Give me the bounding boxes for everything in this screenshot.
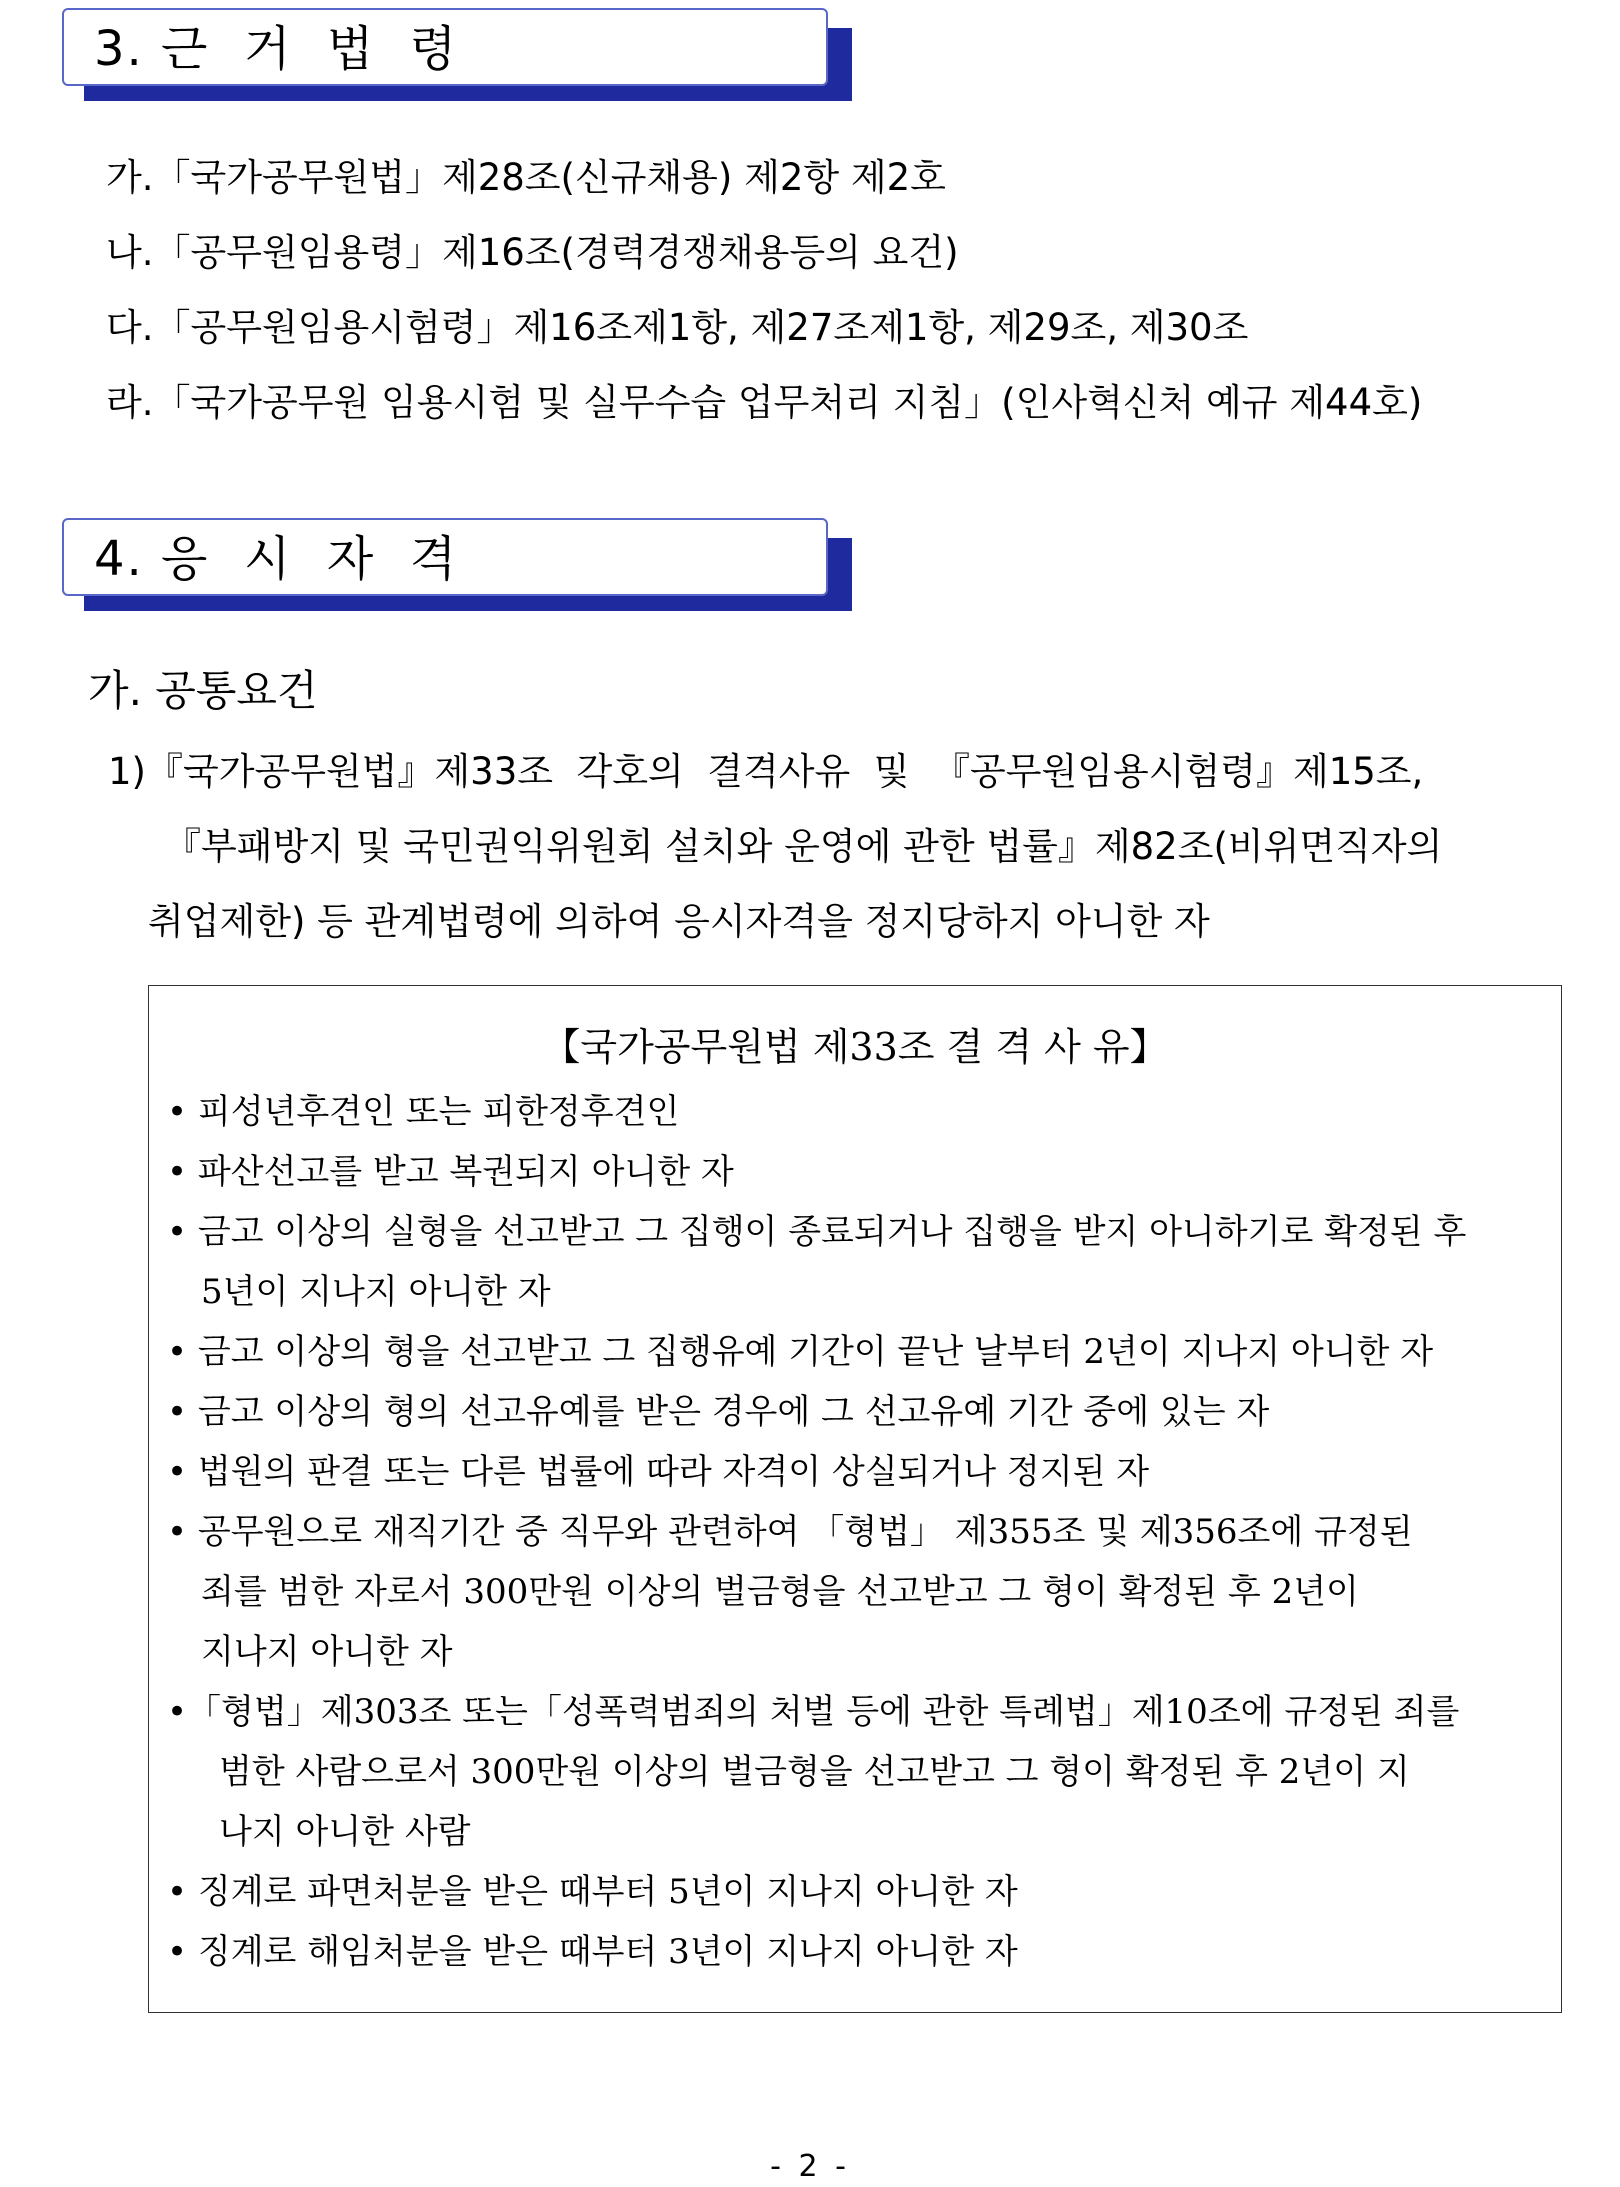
box-line: 5년이 지나지 아니한 자 — [201, 1272, 551, 1312]
page-number: - 2 - — [770, 2149, 850, 2184]
law-item-da: 다.「공무원임용시험령」제16조제1항, 제27조제1항, 제29조, 제30조 — [106, 306, 1249, 349]
box-line: • 피성년후견인 또는 피한정후견인 — [167, 1092, 680, 1132]
law-item-ga: 가.「국가공무원법」제28조(신규채용) 제2항 제2호 — [106, 156, 946, 199]
box-line: 지나지 아니한 자 — [201, 1632, 453, 1672]
section-4-heading — [62, 518, 852, 611]
box-line: 범한 사람으로서 300만원 이상의 벌금형을 선고받고 그 형이 확정된 후 2년이 지 — [219, 1752, 1410, 1792]
box-line: • 징계로 해임처분을 받은 때부터 3년이 지나지 아니한 자 — [167, 1932, 1018, 1972]
box-line: • 금고 이상의 형을 선고받고 그 집행유예 기간이 끝난 날부터 2년이 지나지 아니한 자 — [167, 1332, 1434, 1372]
box-line: • 공무원으로 재직기간 중 직무와 관련하여 「형법」 제355조 및 제356조에 규정된 — [167, 1512, 1413, 1552]
heading-box — [62, 518, 828, 596]
requirement-line-1: 1)『국가공무원법』제33조 각호의 결격사유 및 『공무원임용시험령』제15조, — [108, 750, 1424, 793]
box-line: • 법원의 판결 또는 다른 법률에 따라 자격이 상실되거나 정지된 자 — [167, 1452, 1150, 1492]
requirement-line-2: 『부패방지 및 국민권익위원회 설치와 운영에 관한 법률』제82조(비위면직자의 — [164, 825, 1443, 868]
box-line: • 파산선고를 받고 복권되지 아니한 자 — [167, 1152, 734, 1192]
box-line: •「형법」제303조 또는「성폭력범죄의 처벌 등에 관한 특례법」제10조에 규정된 죄를 — [167, 1692, 1460, 1732]
law-item-ra: 라.「국가공무원 임용시험 및 실무수습 업무처리 지침」(인사혁신처 예규 제44호) — [106, 381, 1423, 424]
requirement-line-3: 취업제한) 등 관계법령에 의하여 응시자격을 정지당하지 아니한 자 — [148, 900, 1210, 943]
box-line: 죄를 범한 자로서 300만원 이상의 벌금형을 선고받고 그 형이 확정된 후 2년이 — [201, 1572, 1359, 1612]
box-line: 나지 아니한 사람 — [219, 1812, 471, 1852]
common-requirements-heading: 가. 공통요건 — [88, 666, 318, 715]
law-item-na: 나.「공무원임용령」제16조(경력경쟁채용등의 요건) — [106, 231, 959, 274]
box-line: • 금고 이상의 실형을 선고받고 그 집행이 종료되거나 집행을 받지 아니하기로 확정된 후 — [167, 1212, 1467, 1252]
box-line: • 징계로 파면처분을 받은 때부터 5년이 지나지 아니한 자 — [167, 1872, 1018, 1912]
section-3-title: 3. 근 거 법 령 — [94, 21, 459, 77]
disqualification-box — [148, 985, 1562, 2013]
box-title: 【국가공무원법 제33조 결 격 사 유】 — [542, 1025, 1168, 1069]
section-4-title: 4. 응 시 자 격 — [94, 531, 459, 587]
section-3-heading — [62, 8, 852, 101]
box-line: • 금고 이상의 형의 선고유예를 받은 경우에 그 선고유예 기간 중에 있는 자 — [167, 1392, 1270, 1432]
heading-box — [62, 8, 828, 86]
